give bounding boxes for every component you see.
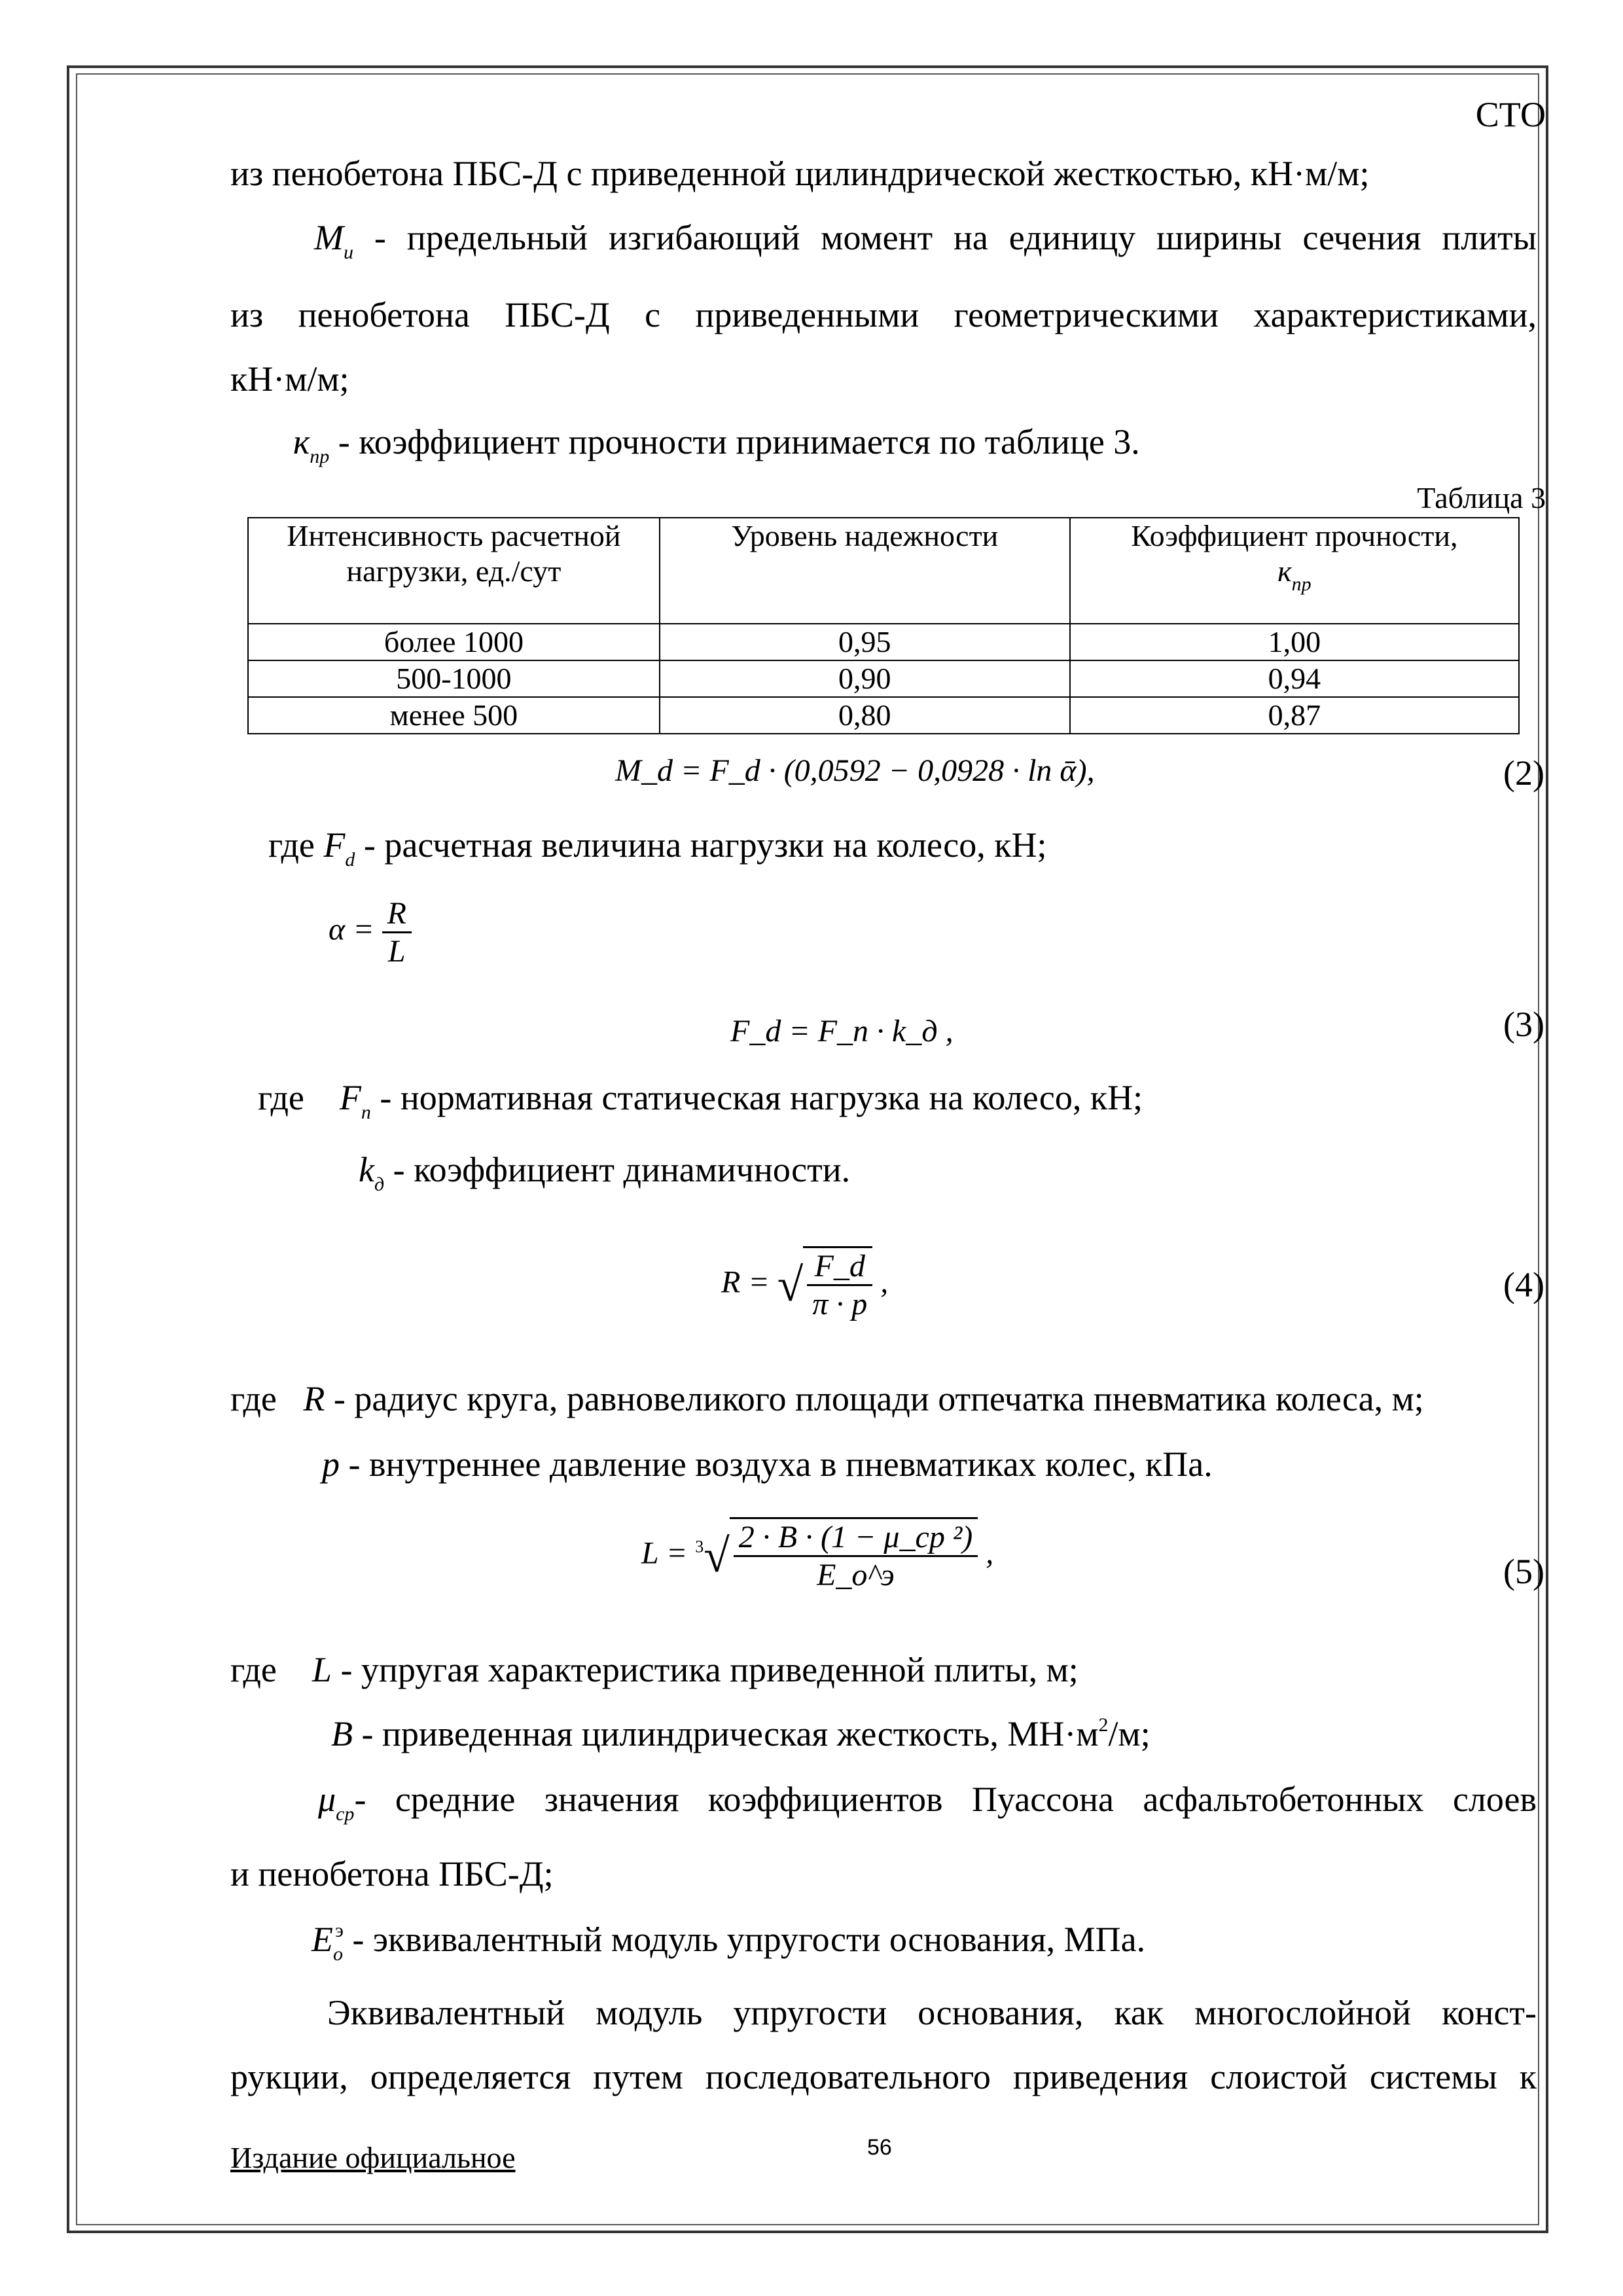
mu-text: - предельный изгибающий момент на единицу ширины сечения плиты (374, 218, 1537, 257)
table-cell: 500-1000 (248, 660, 660, 697)
table-header-row (248, 518, 1519, 624)
formula-2: M_d = F_d · (0,0592 − 0,0928 · ln ᾱ), (615, 753, 1095, 788)
text-line-4: кН·м/м; (230, 359, 349, 399)
table-row (248, 624, 1519, 660)
paragraph-line-1: Эквивалентный модуль упругости основания, как многослойной конст- (327, 1993, 1537, 2032)
table-header-cell: Коэффициент прочности, $к_{пр}$ (1070, 518, 1519, 624)
text-line-1: из пенобетона ПБС-Д с приведенной цилиндрической жесткостью, кН·м/м; (230, 154, 1370, 193)
text-b-definition: B - приведенная цилиндрическая жесткость, $МН\cdot м^2/м$; (331, 1714, 1150, 1753)
text-mu-sr-continuation: и пенобетона ПБС-Д; (230, 1854, 554, 1893)
formula-5: L = $^3$√ $\frac{\text{2 · B · (1 − μ\_ср ²)}}{E\_o\^{}э}$ , (641, 1517, 993, 1593)
text-r-definition: где R - радиус круга, равновеликого площади отпечатка пневматика колеса, м; (230, 1379, 1424, 1418)
text-p-definition: p - внутреннее давление воздуха в пневматиках колес, кПа. (322, 1444, 1213, 1484)
formula-alpha: α = $\frac{R}{L}$ (329, 895, 412, 969)
doc-code: СТО (1475, 95, 1546, 134)
table-header-cell: Интенсивность расчетной нагрузки, ед./сут (248, 518, 660, 624)
mu-subscript: и (343, 242, 353, 263)
table-cell: 0,80 (660, 697, 1070, 734)
equation-number-2: (2) (1503, 753, 1544, 793)
table-cell: 0,94 (1070, 660, 1519, 697)
table-cell: менее 500 (248, 697, 660, 734)
text-mu-definition (230, 216, 1537, 265)
text-l-definition: где L - упругая характеристика приведенной плиты, м; (230, 1650, 1079, 1689)
text-e-definition: $E_o^э$ - эквивалентный модуль упругости основания, МПа. (312, 1920, 1146, 1965)
text-fd-definition: где $F_d$ - расчетная величина нагрузки на колесо, кН; (268, 825, 1047, 870)
table-cell: 0,90 (660, 660, 1070, 697)
text-line-3: из пенобетона ПБС-Д с приведенными геометрическими характеристиками, (230, 295, 1537, 334)
table-cell: более 1000 (248, 624, 660, 660)
formula-4: R = √ $\frac{F\_d}{\pi \cdot p}$ , (721, 1246, 888, 1322)
text-mu-sr-definition: $\mu_{ср}-$ средние значения коэффициентов Пуассона асфальтобетонных слоев (318, 1780, 1537, 1825)
table-cell: 1,00 (1070, 624, 1519, 660)
formula-3: F_d = F_n · k_д , (730, 1014, 954, 1049)
table-cell: 0,95 (660, 624, 1070, 660)
table-header-cell: Уровень надежности (660, 518, 1070, 624)
table-row (248, 697, 1519, 734)
table-cell: 0,87 (1070, 697, 1519, 734)
text-fn-definition: где $F_n$ - нормативная статическая нагрузка на колесо, кН; (258, 1078, 1143, 1123)
equation-number-5: (5) (1503, 1552, 1544, 1591)
text-kd-definition: $k_д$ - коэффициент динамичности. (359, 1150, 851, 1195)
equation-number-3: (3) (1503, 1005, 1544, 1044)
footer-official-edition: Издание официальное (230, 2141, 516, 2174)
mu-symbol: M (314, 218, 344, 257)
table-row (248, 660, 1519, 697)
table-caption: Таблица 3 (1417, 481, 1546, 514)
paragraph-line-2: рукции, определяется путем последовательного приведения слоистой системы к (230, 2057, 1537, 2096)
equation-number-4: (4) (1503, 1265, 1544, 1304)
coefficient-table (247, 517, 1520, 734)
text-kpr-definition: $к_{пр}$ - коэффициент прочности принимается по таблице 3. (293, 422, 1140, 467)
page-number: 56 (867, 2135, 892, 2160)
